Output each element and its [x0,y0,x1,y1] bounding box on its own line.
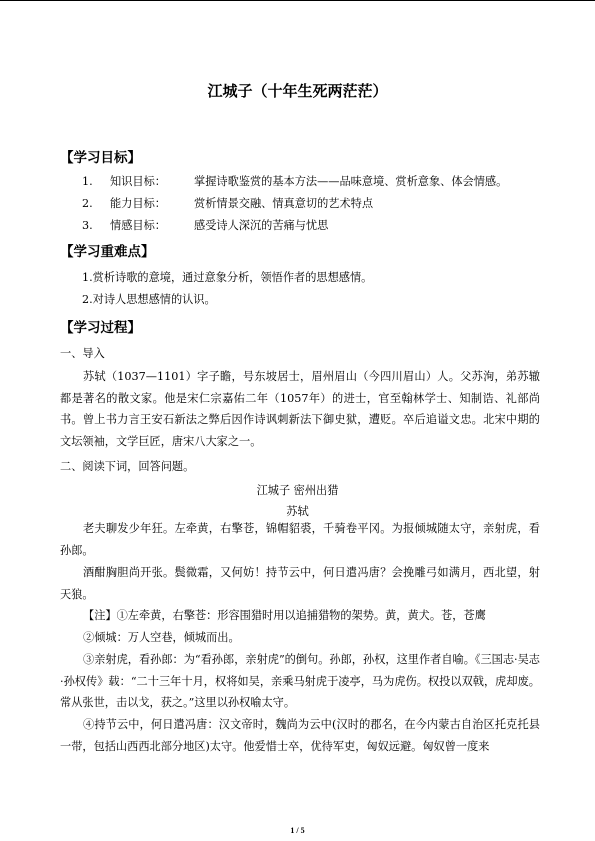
objective-item [82,175,507,189]
note-item: ④持节云中，何日遣冯唐：汉文帝时，魏尚为云中(汉时的郡名，在今内蒙古自治区托克托县一带，包括山西西北部分地区)太守。他爱惜士卒，优待军吏，匈奴远避。匈奴曾一度来 [60,718,540,753]
keypoint-item: 1.赏析诗歌的意境，通过意象分析，领悟作者的思想感情。 [82,271,373,284]
objective-num: 2. [82,197,93,210]
poem-author: 苏轼 [286,505,309,518]
intro-paragraph: 苏轼（1037—1101）字子瞻，号东坡居士，眉州眉山（今四川眉山）人。父苏洵，弟苏辙都是著名的散文家。他是宋仁宗嘉佑二年（1057年）的进士，官至翰林学士、知制诰、礼部尚书。曾上书力言王安石新法之弊后因作诗讽刺新法下御史狱，遭贬。卒后追谥文忠。北宋中期的文坛领袖，文学巨匠，唐宋八大家之一。 [60,370,540,448]
poem-stanza: 老夫聊发少年狂。左牵黄，右擎苍，锦帽貂裘，千骑卷平冈。为报倾城随太守，亲射虎，看孙郎。 [60,522,540,557]
objective-label: 能力目标： [110,197,166,210]
objective-text: 赏析情景交融、情真意切的艺术特点 [194,197,374,210]
poem-stanza: 酒酣胸胆尚开张。鬓微霜，又何妨！持节云中，何日遣冯唐？会挽雕弓如满月，西北望，射天狼。 [60,566,540,601]
objective-item [82,219,328,233]
part1-heading: 一、导入 [60,347,105,360]
keypoints-heading: 【学习重难点】 [60,244,155,260]
poem-title: 江城子 密州出猎 [256,484,339,497]
page-title: 江城子（十年生死两茫茫） [207,82,388,100]
objective-label: 知识目标： [110,175,166,188]
objectives-heading: 【学习目标】 [60,150,141,166]
objective-num: 1. [82,175,93,188]
note-item: ②倾城：万人空巷，倾城而出。 [83,631,240,644]
objective-text: 感受诗人深沉的苦痛与忧思 [194,219,329,232]
page-number: 1 / 5 [290,826,305,835]
keypoint-item: 2.对诗人思想感情的认识。 [82,293,216,306]
note-item: ③亲射虎，看孙郎：为“看孙郎，亲射虎”的倒句。孙郎，孙权，这里作者自喻。《三国志·吴志·孙权传》载：“二十三年十月，权将如吴，亲乘马射虎于凌亭，马为虎伤。权投以双戟，虎却废。常从张世，击以戈，获之。”这里以孙权喻太守。 [60,653,540,709]
objective-item [82,197,373,211]
process-heading: 【学习过程】 [60,320,141,336]
objective-num: 3. [82,219,93,232]
part2-heading: 二、阅读下词，回答问题。 [60,460,195,473]
objective-text: 掌握诗歌鉴赏的基本方法——品味意境、赏析意象、体会情感。 [194,175,508,188]
objective-label: 情感目标： [110,219,166,232]
note-item: 【注】①左牵黄，右擎苍：形容围猎时用以追捕猎物的架势。黄，黄犬。苍，苍鹰 [83,609,486,622]
